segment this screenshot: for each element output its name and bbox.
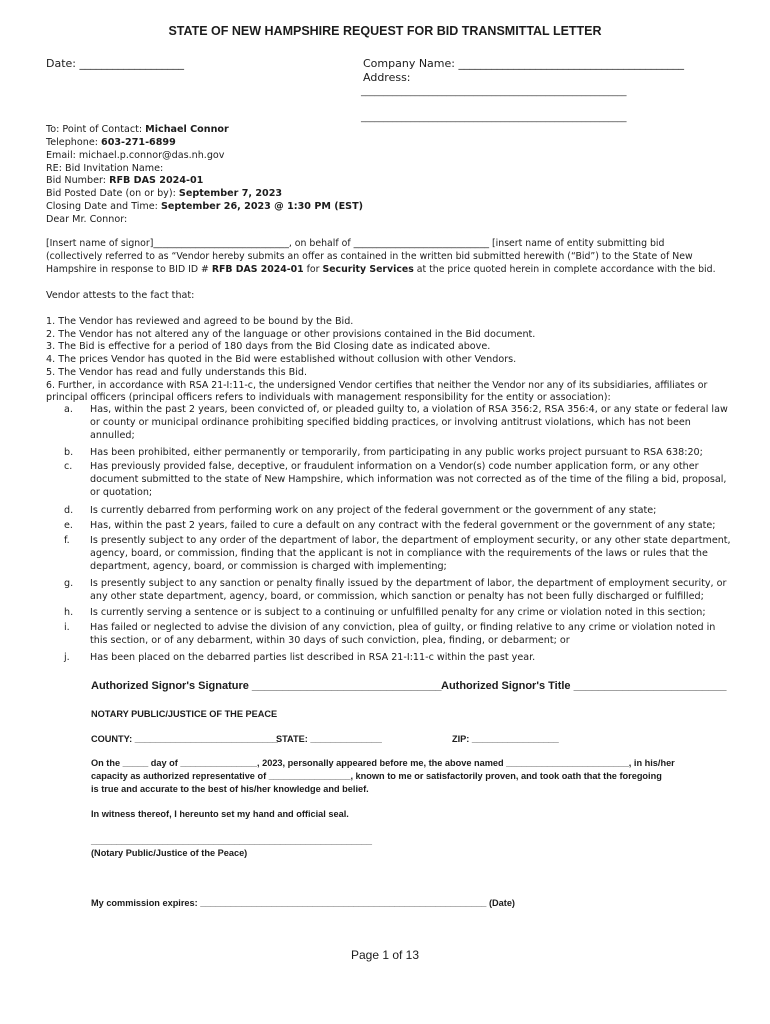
document-title: STATE OF NEW HAMPSHIRE REQUEST FOR BID TRANSMITTAL LETTER xyxy=(168,24,602,38)
bid-number-label: Bid Number: xyxy=(46,175,106,186)
sub-item-text: Has, within the past 2 years, been convicted of, or pleaded guilty to, a violation of RSA 356:2, RSA 356:4, or any state or federal law or county or municipal ordinance prohibiting specified bidding practices, or involving antitrust violations, which has not been annulled; xyxy=(90,404,728,441)
county-field: COUNTY: ____________________________ xyxy=(91,734,278,744)
sub-item-text: Is currently debarred from performing work on any project of the federal government or the government of any state; xyxy=(90,505,657,516)
numbered-item: 3. The Bid is effective for a period of 180 days from the Bid Closing date as indicated above. xyxy=(46,341,491,352)
notary-signature-line: _______________________________________________________ xyxy=(91,836,373,846)
sub-item-letter: f. xyxy=(64,535,70,546)
sub-item-letter: b. xyxy=(64,447,74,458)
numbered-item: 1. The Vendor has reviewed and agreed to be bound by the Bid. xyxy=(46,316,354,327)
address-label: Address: xyxy=(363,71,411,84)
posted-value: September 7, 2023 xyxy=(178,188,283,199)
date-field: Date: ___________________ xyxy=(46,57,184,70)
sub-item-b xyxy=(64,447,734,460)
numbered-item: 5. The Vendor has read and fully understands this Bid. xyxy=(46,367,308,378)
numbered-item-continuation: principal officers (principal officers refers to individuals with management responsibility for the entity or association): xyxy=(46,392,611,403)
telephone xyxy=(46,137,176,150)
sub-item-letter: e. xyxy=(64,520,73,531)
numbered-item: 4. The prices Vendor has quoted in the Bid were established without collusion with other Vendors. xyxy=(46,354,517,365)
sub-item-letter: g. xyxy=(64,578,74,589)
bid-invitation-name: RE: Bid Invitation Name: xyxy=(46,163,164,174)
intro-line-2: (collectively referred to as “Vendor hereby submits an offer as contained in the written bid submitted herewith (“Bid”) to the State of New xyxy=(46,251,693,262)
intro-service-name: Security Services xyxy=(322,264,414,275)
company-name-field: Company Name: _________________________________________ xyxy=(363,57,684,70)
attest-heading: Vendor attests to the fact that: xyxy=(46,290,195,301)
sub-item-i xyxy=(64,622,734,648)
sub-item-e xyxy=(64,520,734,533)
notary-statement-line-1: On the _____ day of _______________, 2023, personally appeared before me, the above named ________________________, in his/her xyxy=(91,758,675,768)
sub-item-j xyxy=(64,652,734,665)
sub-item-letter: c. xyxy=(64,461,73,472)
sub-item-d xyxy=(64,505,734,518)
sub-item-text: Is presently subject to any sanction or penalty finally issued by the department of labor, the department of employment security, or any other state department, agency, board, or commission, which sanction or penalty has not been fully discharged or fulfilled; xyxy=(90,578,727,602)
sub-item-text: Has, within the past 2 years, failed to cure a default on any contract with the federal government or the government of any state; xyxy=(90,520,716,531)
sub-item-a xyxy=(64,404,734,443)
posted-label: Bid Posted Date (on or by): xyxy=(46,188,176,199)
address-line-2: ___________________________________________________________ xyxy=(361,113,627,123)
page-number: Page 1 of 13 xyxy=(350,948,420,962)
email: Email: michael.p.connor@das.nh.gov xyxy=(46,150,225,161)
sub-item-letter: i. xyxy=(64,622,70,633)
sub-item-letter: j. xyxy=(64,652,70,663)
bid-posted-date xyxy=(46,188,282,201)
intro-line-1: [Insert name of signor]_____________________________, on behalf of _____________________________ [insert name of entity submitting bid xyxy=(46,238,665,249)
notary-statement-line-3: is true and accurate to the best of his/her knowledge and belief. xyxy=(91,784,369,794)
numbered-item: 2. The Vendor has not altered any of the language or other provisions contained in the Bid document. xyxy=(46,329,536,340)
sub-item-text: Has failed or neglected to advise the division of any conviction, plea of guilty, or finding relative to any crime or violation noted in this section, or of any debarment, within 30 days of such conviction, plea, finding, or debarment; or xyxy=(90,622,716,646)
intro-line-3-end: at the price quoted herein in complete accordance with the bid. xyxy=(416,264,716,275)
sub-item-g xyxy=(64,578,734,604)
sub-item-letter: d. xyxy=(64,505,74,516)
sub-item-text: Is currently serving a sentence or is subject to a continuing or unfulfilled penalty for any crime or violation noted in this section; xyxy=(90,607,706,618)
numbered-item: 6. Further, in accordance with RSA 21-I:11-c, the undersigned Vendor certifies that neither the Vendor nor any of its subsidiaries, affiliates or xyxy=(46,380,708,391)
sub-item-text: Is presently subject to any order of the department of labor, the department of employment security, or any other state department, agency, board, or commission, finding that the applicant is not in compliance with the requirements of the laws or rules that the department, agency, board, or commission is charged with implementing; xyxy=(90,535,731,572)
poc-value: Michael Connor xyxy=(145,124,229,135)
state-field: STATE: ______________ xyxy=(276,734,382,744)
notary-heading: NOTARY PUBLIC/JUSTICE OF THE PEACE xyxy=(91,709,278,719)
sub-item-text: Has been prohibited, either permanently or temporarily, from participating in any public works project pursuant to RSA 638:20; xyxy=(90,447,703,458)
telephone-value: 603-271-6899 xyxy=(101,137,176,148)
intro-bid-id-label: Hampshire in response to BID ID # xyxy=(46,264,209,275)
notary-signature-caption: (Notary Public/Justice of the Peace) xyxy=(91,848,248,858)
sub-item-text: Has previously provided false, deceptive, or fraudulent information on a Vendor(s) code number application form, or any other document submitted to the state of New Hampshire, which information was not corrected as of the time of the filing a bid, proposal, or quotation; xyxy=(90,461,727,498)
sub-item-letter: h. xyxy=(64,607,74,618)
salutation: Dear Mr. Connor: xyxy=(46,214,128,225)
sub-item-c xyxy=(64,461,734,500)
closing-date xyxy=(46,201,363,214)
address-line-1: ___________________________________________________________ xyxy=(361,87,627,97)
intro-line-3 xyxy=(46,264,716,277)
sub-item-text: Has been placed on the debarred parties list described in RSA 21-I:11-c within the past year. xyxy=(90,652,536,663)
poc-label: To: Point of Contact: xyxy=(46,124,143,135)
bid-number xyxy=(46,175,203,188)
telephone-label: Telephone: xyxy=(46,137,98,148)
closing-label: Closing Date and Time: xyxy=(46,201,158,212)
closing-value: September 26, 2023 @ 1:30 PM (EST) xyxy=(160,201,364,212)
intro-bid-id-value: RFB DAS 2024-01 xyxy=(211,264,304,275)
intro-for: for xyxy=(306,264,320,275)
authorized-signor-signature: Authorized Signor's Signature _______________________________ xyxy=(91,680,442,692)
sub-item-letter: a. xyxy=(64,404,73,415)
sub-item-h xyxy=(64,607,734,620)
bid-number-value: RFB DAS 2024-01 xyxy=(109,175,204,186)
sub-item-f xyxy=(64,535,734,574)
authorized-signor-title: Authorized Signor's Title _________________________ xyxy=(441,680,727,692)
point-of-contact xyxy=(46,124,229,137)
zip-field: ZIP: _________________ xyxy=(452,734,559,744)
commission-expires: My commission expires: ________________________________________________________ (Date) xyxy=(91,898,515,908)
notary-statement-line-2: capacity as authorized representative of ________________, known to me or satisfactorily proven, and took oath that the foregoing xyxy=(91,771,662,781)
witness-statement: In witness thereof, I hereunto set my hand and official seal. xyxy=(91,809,349,819)
